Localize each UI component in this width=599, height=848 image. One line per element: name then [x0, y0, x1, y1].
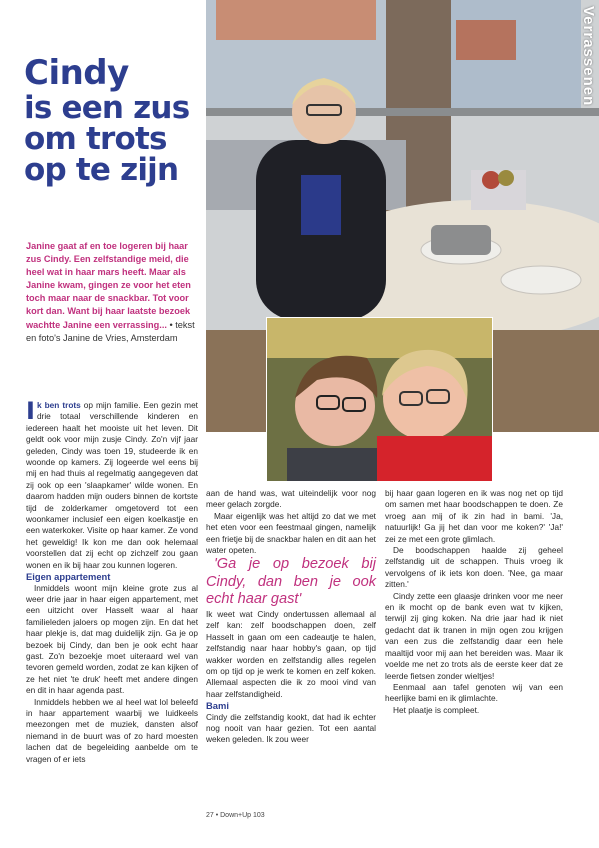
photo-credit: • tekst en foto's Janine de Vries, Amsterdam	[26, 319, 195, 343]
col3-paragraph-3: Cindy zette een glaasje drinken voor me neer en ik mocht op de bank even wat tv kijken, terwijl zij ging koken. Na drie jaar had ik niet gedacht dat ik tranen in mijn ogen zou krijgen van een zus die zelfstandig daar een hele maaltijd voor mij aan het bereiden was. Maar ik voelde me net zo trots als de eerste keer dat ze leerde fietsen zonder wieltjes!	[385, 590, 563, 681]
intro-paragraph	[26, 240, 198, 345]
title-line-1: Cindy	[24, 53, 129, 93]
title-line-2: is een zus om trots op te zijn	[24, 90, 190, 188]
col1-paragraph-3: Inmiddels hebben we al heel wat lol beleefd in haar appartement waarbij we luidkeels meezongen met de muziek, dansten alsof niemand in de buurt was of zo hard moesten lachen dat de begeleiding aanbelde om te vragen of er iets	[26, 696, 198, 764]
drop-cap: I	[26, 397, 35, 425]
column-1	[26, 397, 198, 765]
col3-paragraph-2: De boodschappen haalde zij geheel zelfstandig uit de schappen. Thuis vroeg ik vervolgens of ik iets kon doen. 'Nee, ga maar zitten.'	[385, 545, 563, 590]
col3-paragraph-4: Eenmaal aan tafel genoten wij van een heerlijke bami en ik glimlachte.	[385, 681, 563, 704]
col3-paragraph-5: Het plaatje is compleet.	[393, 704, 480, 715]
subhead-bami: Bami	[206, 700, 229, 712]
inset-photo	[266, 317, 493, 482]
column-3	[385, 488, 563, 716]
col1-paragraph-2: Inmiddels woont mijn kleine grote zus al weer drie jaar in haar eigen appartement, met een uitzicht over Hasselt waar al haar familieleden jaloers op mogen zijn. En dat het haar plekje is, dat mag duidelijk zijn. Ga je op bezoek bij Cindy, dan ben je ook echt haar gast. Zo'n bezoekje moet uiteraard wel van tevoren gemeld worden, zodat ze kan kijken of ze het niet 'te druk' heeft met andere dingen en dit in haar agenda past.	[26, 582, 198, 696]
inset-photo-illustration	[267, 318, 492, 481]
col3-paragraph-1: bij haar gaan logeren en ik was nog net op tijd om samen met haar boodschappen te doen. Ze vroeg aan mij of ik zin had in bami. 'Ja, natuurlijk! Ga jij het dan voor me koken?' 'Ja!' zei ze met een grote glimlach.	[385, 488, 563, 544]
col2-paragraph-4: Cindy die zelfstandig kookt, dat had ik echter nog nooit van haar gezien. Tot een aantal weken geleden. Ik zou weer	[206, 711, 376, 745]
col2-paragraph-1: aan de hand was, wat uiteindelijk voor nog meer gelach zorgde.	[206, 488, 376, 510]
section-tag: Verrassenen	[580, 6, 597, 107]
page-footer: 27 • Down+Up 103	[206, 812, 265, 819]
column-2	[206, 488, 376, 746]
subhead-eigen-appartement: Eigen appartement	[26, 571, 111, 583]
article-title	[24, 53, 204, 188]
col1-text-1: op mijn familie. Een gezin met drie totaal verschillende kinderen en iedereen haalt het mooiste uit het leven. Dit geldt ook voor mijn zusje Cindy. Zo'n vijf jaar geleden, Cindy was toen 19, studeerde ik en woonde op kamers. Zij logeerde wel eens bij mij en had thuis al regelmatig aangegeven dat zij ook op een 'slaapkamer' wilde wonen. En daarom hadden mijn ouders binnen de kortste tijd de zolderkamer omgetoverd tot een woonkamer inclusief een eigen koelkastje en een waterkoker. Visite op haar kamer. Ze vond het geweldig! Ik kon me dan ook helemaal voorstellen dat zij echt op zichzelf zou gaan wonen en ik bij haar zou kunnen logeren.	[26, 400, 198, 570]
col2-paragraph-2: Maar eigenlijk was het altijd zo dat we met het eten voor een feestmaal gingen, namelijk een frietje bij de snackbar halen en dit aan het water opeten.	[206, 510, 376, 556]
col1-paragraph-1	[26, 397, 198, 571]
pull-quote: 'Ga je op bezoek bij Cindy, dan ben je ook echt haar gast'	[206, 556, 376, 608]
intro-text: Janine gaat af en toe logeren bij haar zus Cindy. Een zelfstandige meid, die heel wat in haar mars heeft. Maar als Janine kwam, gingen ze voor het eten toch maar naar de snackbar. Tot voor kort dan. Want bij haar laatste bezoek wachtte Janine een verrassing...	[26, 241, 191, 330]
col2-paragraph-3: Ik weet wat Cindy ondertussen allemaal al zelf kan: zelf boodschappen doen, zelf Hasselt in gaan om een cadeautje te halen, zelfstandig naar haar hobby's gaan, op tijd wakker worden en zelfstandig alles regelen om op tijd op je werk te komen en zelf koken. Allemaal aspecten die ik zo mooi vind van haar zelfstandigheid.	[206, 608, 376, 699]
lead-in: k ben trots	[36, 400, 81, 410]
